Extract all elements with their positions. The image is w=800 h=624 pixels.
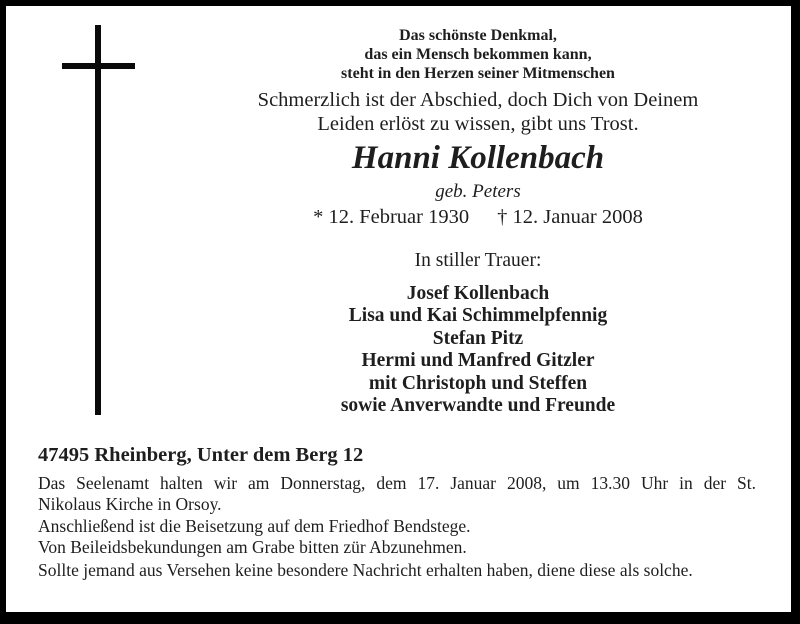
cross-horizontal-bar	[62, 63, 135, 69]
service-line: Von Beileidsbekundungen am Grabe bitten zür Abzunehmen.	[38, 537, 467, 558]
deceased-name: Hanni Kollenbach	[351, 140, 605, 176]
epigraph-line: das ein Mensch bekommen kann,	[364, 46, 592, 63]
mourner-name: mit Christoph und Steffen	[368, 372, 588, 394]
maiden-name: geb. Peters	[435, 181, 521, 202]
mourner-name: Lisa und Kai Schimmelpfennig	[348, 305, 608, 327]
life-dates	[165, 205, 791, 229]
death-date: † 12. Januar 2008	[497, 206, 643, 228]
condolence-verse	[165, 88, 791, 136]
mourner-name: Stefan Pitz	[432, 327, 524, 349]
service-line: Nikolaus Kirche in Orsoy.	[38, 494, 222, 515]
condolence-line: Leiden erlöst zu wissen, gibt uns Trost.	[317, 113, 639, 135]
mourner-name: Josef Kollenbach	[406, 283, 550, 304]
epigraph-line: steht in den Herzen seiner Mitmenschen	[341, 65, 615, 82]
cross-vertical-bar	[95, 25, 101, 415]
condolence-line: Schmerzlich ist der Abschied, doch Dich von Deinem	[257, 89, 699, 111]
mourning-heading: In stiller Trauer:	[414, 250, 542, 271]
service-line: Das Seelenamt halten wir am Donnerstag, dem 17. Januar 2008, um 13.30 Uhr in der St.	[38, 473, 756, 493]
epigraph-line: Das schönste Denkmal,	[399, 27, 557, 44]
service-details	[38, 473, 756, 559]
epigraph	[165, 26, 791, 83]
home-address: 47495 Rheinberg, Unter dem Berg 12	[38, 444, 364, 466]
mourner-name: sowie Anverwandte und Freunde	[340, 395, 616, 417]
birth-date: * 12. Februar 1930	[313, 206, 470, 228]
mourners-list	[165, 283, 791, 417]
mourner-name: Hermi und Manfred Gitzler	[361, 350, 595, 372]
closing-note: Sollte jemand aus Versehen keine besondere Nachricht erhalten haben, diene diese als solche.	[38, 560, 693, 580]
service-line: Anschließend ist die Beisetzung auf dem Friedhof Bendstege.	[38, 515, 471, 536]
